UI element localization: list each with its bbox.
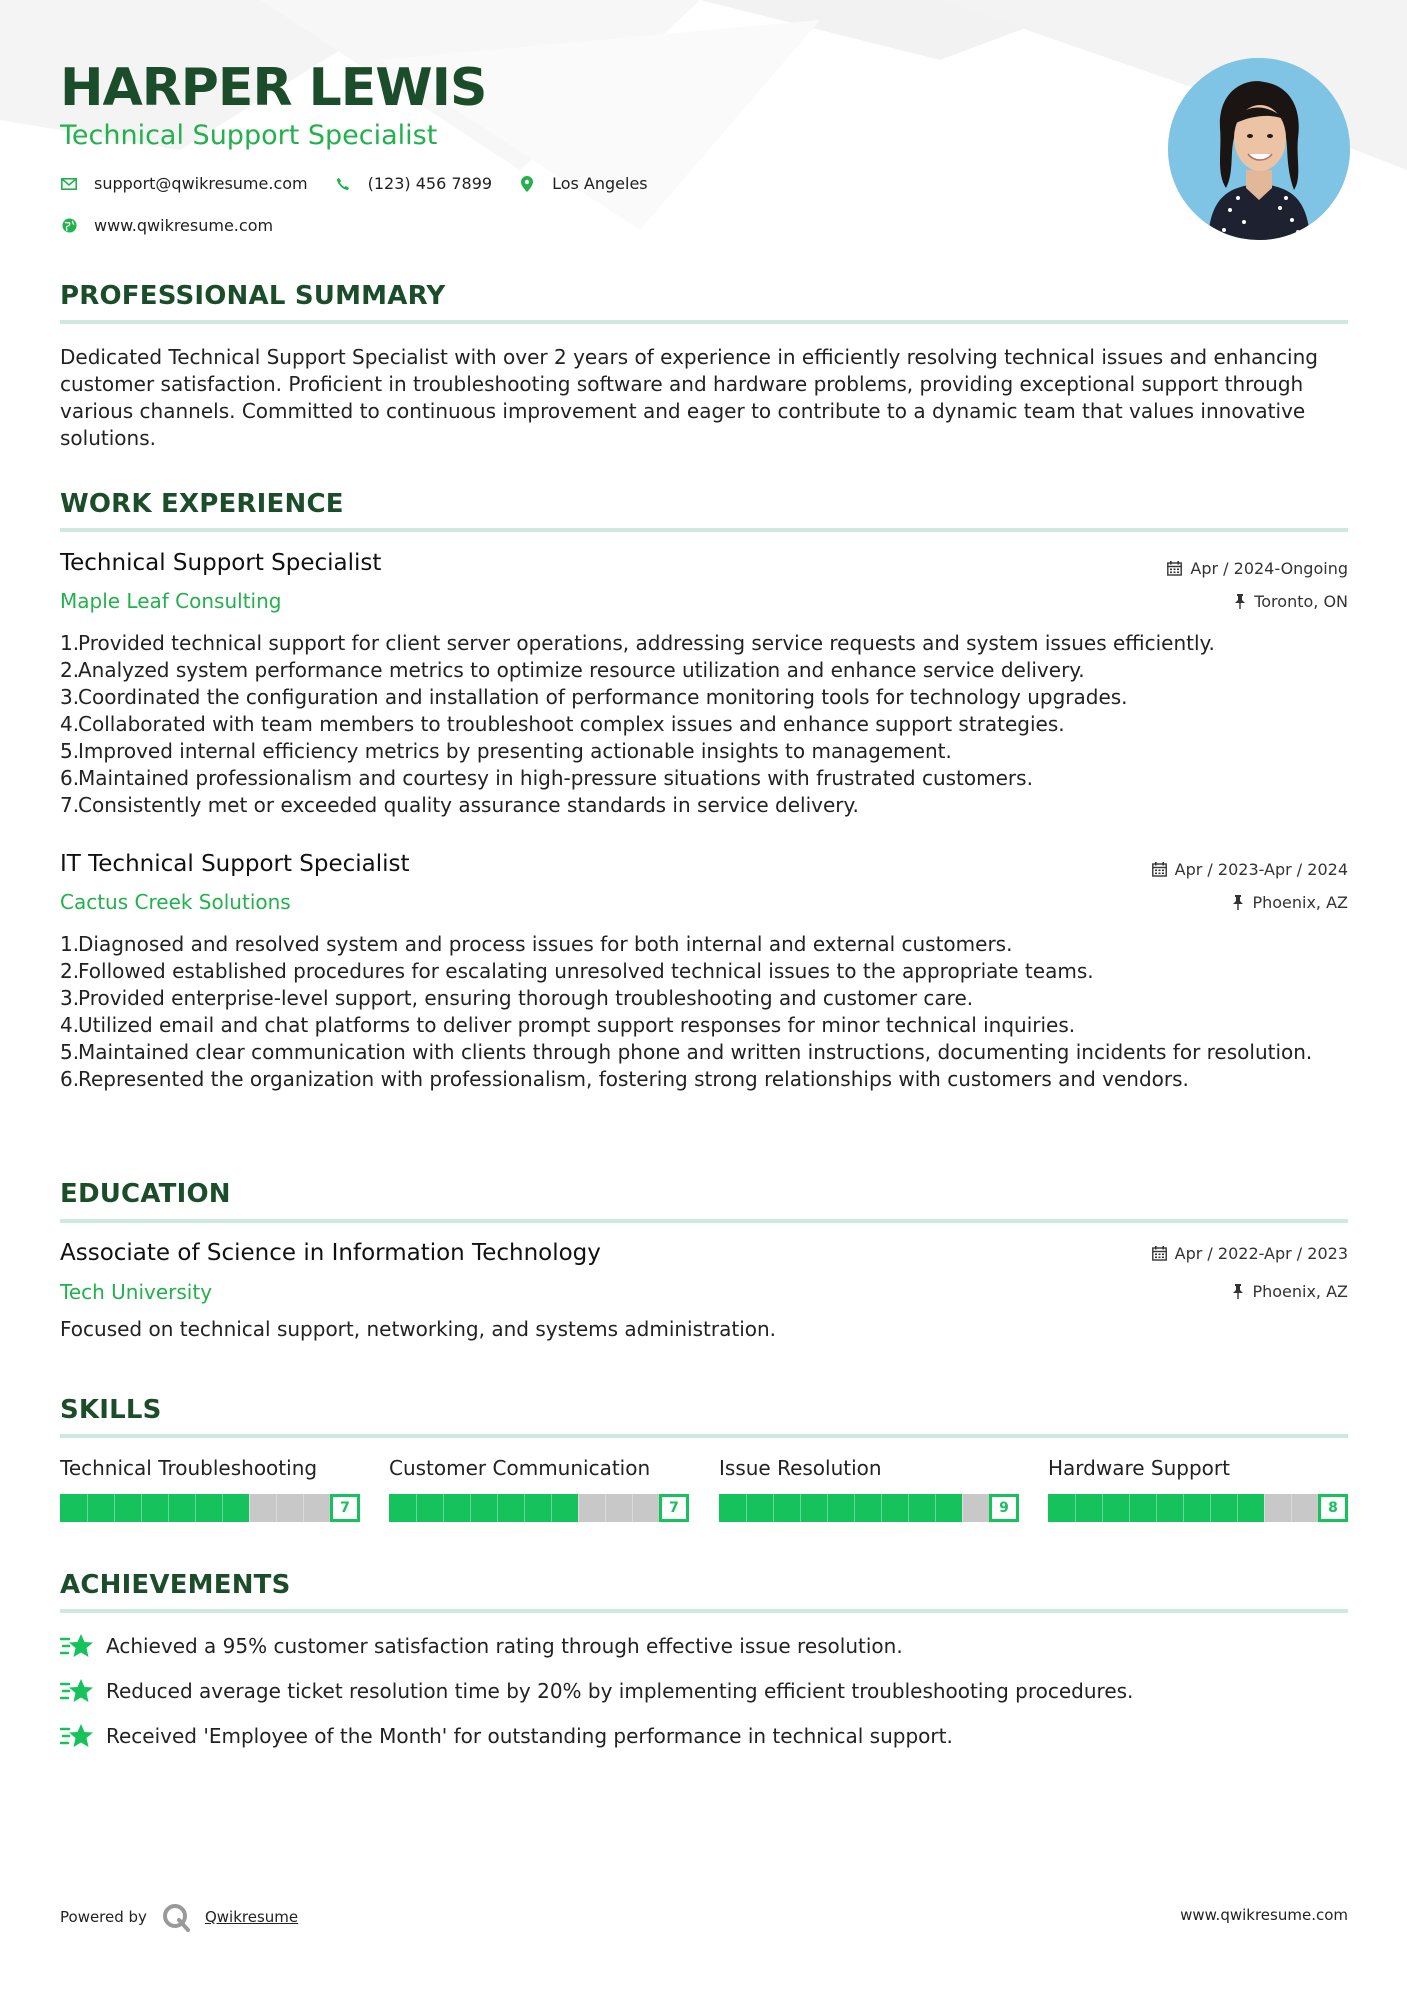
skill-fill — [60, 1494, 249, 1522]
skill-segment — [881, 1494, 882, 1522]
skill-name: Issue Resolution — [719, 1456, 882, 1480]
job-title: IT Technical Support Specialist — [60, 851, 410, 877]
powered-by-label: Powered by — [60, 1908, 147, 1926]
skill-segment — [195, 1494, 196, 1522]
skill-segment — [1183, 1494, 1184, 1522]
skill-segment — [854, 1494, 855, 1522]
summary-divider — [60, 320, 1348, 324]
location-text: Los Angeles — [552, 174, 648, 193]
achievement-text: Received 'Employee of the Month' for outstanding performance in technical support. — [106, 1724, 953, 1748]
skill-segment — [578, 1494, 579, 1522]
skill-segment — [114, 1494, 115, 1522]
skill-item — [389, 1456, 689, 1522]
profile-photo — [1168, 58, 1350, 240]
skill-track — [719, 1494, 989, 1522]
skill-segment — [800, 1494, 801, 1522]
experience-divider — [60, 528, 1348, 532]
skill-segment — [827, 1494, 828, 1522]
job-dates-text: Apr / 2023-Apr / 2024 — [1174, 860, 1348, 879]
list-item: 1. Diagnosed and resolved system and process issues for both internal and external customers. — [60, 932, 1013, 956]
skill-item — [719, 1456, 1019, 1522]
experience-heading: WORK EXPERIENCE — [60, 489, 344, 519]
calendar-icon — [1167, 561, 1182, 576]
list-item: 5. Improved internal efficiency metrics by presenting actionable insights to management. — [60, 739, 952, 763]
list-item: 3. Provided enterprise-level support, ensuring thorough troubleshooting and customer care. — [60, 986, 974, 1010]
skill-segment — [249, 1494, 250, 1522]
star-badge-icon — [60, 1631, 94, 1661]
contact-location — [518, 174, 648, 193]
website-text: www.qwikresume.com — [94, 216, 274, 235]
education-location — [1232, 1282, 1348, 1301]
skill-segment — [497, 1494, 498, 1522]
skill-name: Hardware Support — [1048, 1456, 1230, 1480]
list-item: 2. Followed established procedures for escalating unresolved technical issues to the appropriate teams. — [60, 959, 1094, 983]
list-item: 7. Consistently met or exceeded quality assurance standards in service delivery. — [60, 793, 859, 817]
pushpin-icon — [1232, 895, 1244, 910]
job-location — [1234, 592, 1348, 611]
education-divider — [60, 1219, 1348, 1223]
skill-track — [389, 1494, 659, 1522]
contact-phone[interactable] — [334, 174, 492, 193]
candidate-role: Technical Support Specialist — [60, 120, 438, 151]
email-text: support@qwikresume.com — [94, 174, 308, 193]
website-row — [60, 216, 299, 235]
skills-divider — [60, 1434, 1348, 1438]
qwikresume-link[interactable]: Qwikresume — [204, 1908, 299, 1926]
skill-segment — [632, 1494, 633, 1522]
skill-meter — [389, 1494, 689, 1522]
school-name: Tech University — [60, 1280, 213, 1304]
envelope-icon — [60, 175, 78, 193]
achievements-heading: ACHIEVEMENTS — [60, 1570, 291, 1600]
skill-segment — [222, 1494, 223, 1522]
skill-meter — [60, 1494, 360, 1522]
skill-segment — [1237, 1494, 1238, 1522]
skill-segment — [551, 1494, 552, 1522]
achievement-item — [60, 1631, 903, 1661]
skill-segment — [908, 1494, 909, 1522]
contact-row — [60, 174, 674, 193]
skill-score: 7 — [659, 1494, 689, 1522]
job-location-text: Phoenix, AZ — [1252, 893, 1348, 912]
skill-segment — [605, 1494, 606, 1522]
skill-segment — [962, 1494, 963, 1522]
footer-powered-by — [60, 1902, 298, 1932]
skill-segment — [416, 1494, 417, 1522]
skill-segment — [1156, 1494, 1157, 1522]
education-heading: EDUCATION — [60, 1179, 231, 1209]
star-badge-icon — [60, 1676, 94, 1706]
pushpin-icon — [1232, 1284, 1244, 1299]
skill-meter — [1048, 1494, 1348, 1522]
list-item: 4. Utilized email and chat platforms to deliver prompt support responses for minor technical inquiries. — [60, 1013, 1076, 1037]
list-item: 6. Maintained professionalism and courtesy in high-pressure situations with frustrated customers. — [60, 766, 1033, 790]
job-title: Technical Support Specialist — [60, 550, 382, 576]
skill-item — [1048, 1456, 1348, 1522]
summary-heading: PROFESSIONAL SUMMARY — [60, 281, 446, 311]
job-dates-text: Apr / 2024-Ongoing — [1190, 559, 1348, 578]
pushpin-icon — [1234, 594, 1246, 609]
skill-segment — [746, 1494, 747, 1522]
job-location-text: Toronto, ON — [1254, 592, 1348, 611]
job-company: Cactus Creek Solutions — [60, 890, 291, 914]
calendar-icon — [1152, 1246, 1167, 1261]
map-marker-icon — [518, 175, 536, 193]
skill-segment — [773, 1494, 774, 1522]
skill-fill — [389, 1494, 578, 1522]
phone-text: (123) 456 7899 — [367, 174, 493, 193]
list-item: 3. Coordinated the configuration and installation of performance monitoring tools for technology upgrades. — [60, 685, 1128, 709]
achievement-text: Reduced average ticket resolution time by 20% by implementing efficient troubleshooting procedures. — [106, 1679, 1134, 1703]
list-item: 5. Maintained clear communication with clients through phone and written instructions, documenting incidents for resolution. — [60, 1040, 1313, 1064]
education-dates-text: Apr / 2022-Apr / 2023 — [1174, 1244, 1348, 1263]
education-location-text: Phoenix, AZ — [1252, 1282, 1348, 1301]
skill-segment — [1210, 1494, 1211, 1522]
skill-segment — [1102, 1494, 1103, 1522]
list-item: 2. Analyzed system performance metrics to optimize resource utilization and enhance service delivery. — [60, 658, 1085, 682]
list-item: 1. Provided technical support for client server operations, addressing service requests and system issues efficiently. — [60, 631, 1215, 655]
skill-track — [60, 1494, 330, 1522]
footer-website[interactable]: www.qwikresume.com — [1180, 1906, 1348, 1924]
skill-segment — [470, 1494, 471, 1522]
candidate-name: HARPER LEWIS — [60, 58, 487, 118]
skill-segment — [1129, 1494, 1130, 1522]
job-bullets — [60, 931, 1348, 1093]
qwikresume-logo-icon — [161, 1902, 191, 1932]
summary-text: Dedicated Technical Support Specialist with over 2 years of experience in efficiently resolving technical issues and enhancing customer satisfaction. Proficient in troubleshooting software and hardware problems, providing exceptional support through various channels. Committed to continuous improvement and eager to contribute to a dynamic team that values innovative solutions. — [60, 345, 1318, 450]
skill-segment — [1291, 1494, 1292, 1522]
skill-fill — [719, 1494, 962, 1522]
contact-website[interactable] — [60, 216, 273, 235]
education-dates — [1152, 1244, 1348, 1263]
degree-title: Associate of Science in Information Technology — [60, 1240, 601, 1266]
skill-segment — [1075, 1494, 1076, 1522]
skill-meter — [719, 1494, 1019, 1522]
globe-icon — [60, 217, 78, 235]
job-dates — [1152, 860, 1348, 879]
list-item: 4. Collaborated with team members to troubleshoot complex issues and enhance support strategies. — [60, 712, 1065, 736]
skill-segment — [524, 1494, 525, 1522]
education-description: Focused on technical support, networking, and systems administration. — [60, 1317, 777, 1341]
calendar-icon — [1152, 862, 1167, 877]
skill-item — [60, 1456, 360, 1522]
skill-name: Technical Troubleshooting — [60, 1456, 318, 1480]
skill-score: 7 — [330, 1494, 360, 1522]
skill-track — [1048, 1494, 1318, 1522]
skill-segment — [443, 1494, 444, 1522]
skill-segment — [303, 1494, 304, 1522]
skill-segment — [1264, 1494, 1265, 1522]
job-bullets — [60, 630, 1348, 819]
achievement-item — [60, 1676, 1133, 1706]
list-item: 6. Represented the organization with professionalism, fostering strong relationships with customers and vendors. — [60, 1067, 1189, 1091]
skill-segment — [276, 1494, 277, 1522]
job-company: Maple Leaf Consulting — [60, 589, 282, 613]
achievement-item — [60, 1721, 953, 1751]
star-badge-icon — [60, 1721, 94, 1751]
achievement-text: Achieved a 95% customer satisfaction rating through effective issue resolution. — [106, 1634, 903, 1658]
contact-email[interactable] — [60, 174, 308, 193]
skill-segment — [168, 1494, 169, 1522]
skill-name: Customer Communication — [389, 1456, 651, 1480]
job-location — [1232, 893, 1348, 912]
skill-score: 9 — [989, 1494, 1019, 1522]
skill-segment — [935, 1494, 936, 1522]
skill-segment — [87, 1494, 88, 1522]
skills-heading: SKILLS — [60, 1395, 162, 1425]
job-dates — [1167, 559, 1348, 578]
phone-icon — [334, 175, 352, 193]
achievements-divider — [60, 1609, 1348, 1613]
skill-score: 8 — [1318, 1494, 1348, 1522]
skill-segment — [141, 1494, 142, 1522]
